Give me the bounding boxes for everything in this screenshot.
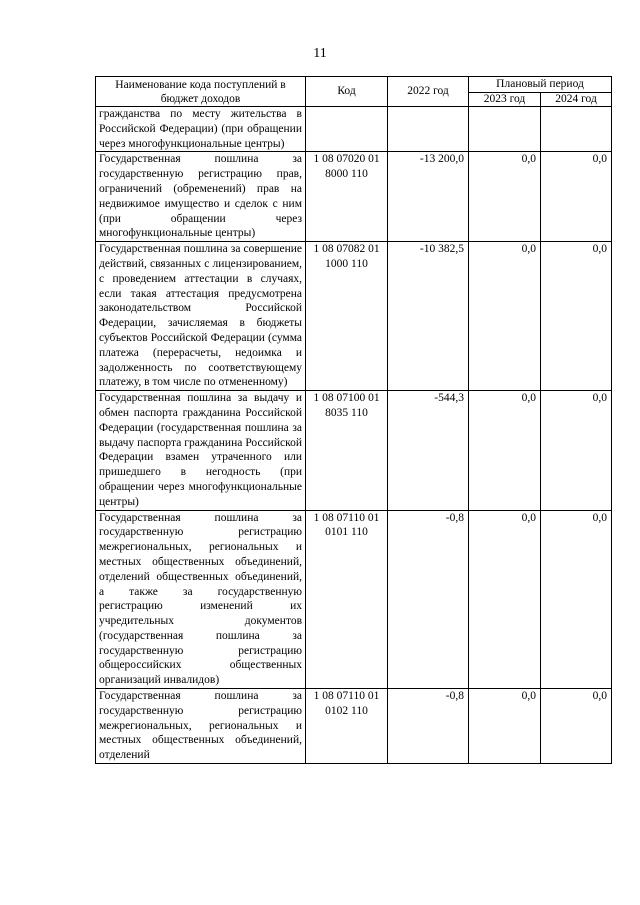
row-2023: 0,0 [469, 391, 541, 510]
row-code [306, 107, 388, 152]
table-row [96, 242, 612, 391]
row-2022: -0,8 [388, 510, 469, 689]
header-name: Наименование кода поступлений в бюджет доходов [96, 77, 306, 107]
row-code: 1 08 07110 01 0101 110 [306, 510, 388, 689]
row-2022: -0,8 [388, 689, 469, 764]
table-row [96, 152, 612, 242]
row-2023 [469, 107, 541, 152]
row-2023: 0,0 [469, 689, 541, 764]
table-row [96, 107, 612, 152]
header-2023: 2023 год [469, 93, 541, 107]
table-row [96, 391, 612, 510]
table-row [96, 510, 612, 689]
row-2024: 0,0 [541, 510, 612, 689]
header-code: Код [306, 77, 388, 107]
row-2022: -13 200,0 [388, 152, 469, 242]
row-2024 [541, 107, 612, 152]
header-2022: 2022 год [388, 77, 469, 107]
row-2022: -544,3 [388, 391, 469, 510]
table-row [96, 689, 612, 764]
row-name: Государственная пошлина за государственную регистрацию прав, ограничений (обременений) прав на недвижимое имущество и сделок с ним (при обращении через многофункциональные центры) [96, 152, 306, 242]
row-name: гражданства по месту жительства в Российской Федерации) (при обращении через многофункциональные центры) [96, 107, 306, 152]
page-number: 11 [313, 46, 327, 61]
row-name: Государственная пошлина за совершение действий, связанных с лицензированием, с проведением аттестации в случаях, если такая аттестация предусмотрена законодательством Российской Федерации, зачисляемая в бюджеты субъектов Российской Федерации (сумма платежа (перерасчеты, недоимка и задолженность по соответствующему платежу, в том числе по отмененному) [96, 242, 306, 391]
row-code: 1 08 07082 01 1000 110 [306, 242, 388, 391]
revenue-table [95, 76, 612, 764]
row-2023: 0,0 [469, 242, 541, 391]
row-2023: 0,0 [469, 152, 541, 242]
row-code: 1 08 07110 01 0102 110 [306, 689, 388, 764]
header-planned-period: Плановый период [469, 77, 612, 93]
row-2023: 0,0 [469, 510, 541, 689]
row-2024: 0,0 [541, 242, 612, 391]
row-2024: 0,0 [541, 152, 612, 242]
row-name: Государственная пошлина за выдачу и обмен паспорта гражданина Российской Федерации (государственная пошлина за выдачу паспорта гражданина Российской Федерации взамен утраченного или пришедшего в негодность (при обращении через многофункциональные центры) [96, 391, 306, 510]
row-2024: 0,0 [541, 391, 612, 510]
row-2024: 0,0 [541, 689, 612, 764]
row-2022 [388, 107, 469, 152]
row-name: Государственная пошлина за государственную регистрацию межрегиональных, региональных и местных общественных объединений, отделений [96, 689, 306, 764]
row-name: Государственная пошлина за государственную регистрацию межрегиональных, региональных и местных общественных объединений, отделений общественных объединений, а также за государственную регистрацию изменений их учредительных документов (государственная пошлина за государственную регистрацию общероссийских общественных организаций инвалидов) [96, 510, 306, 689]
row-code: 1 08 07100 01 8035 110 [306, 391, 388, 510]
row-2022: -10 382,5 [388, 242, 469, 391]
row-code: 1 08 07020 01 8000 110 [306, 152, 388, 242]
header-2024: 2024 год [541, 93, 612, 107]
